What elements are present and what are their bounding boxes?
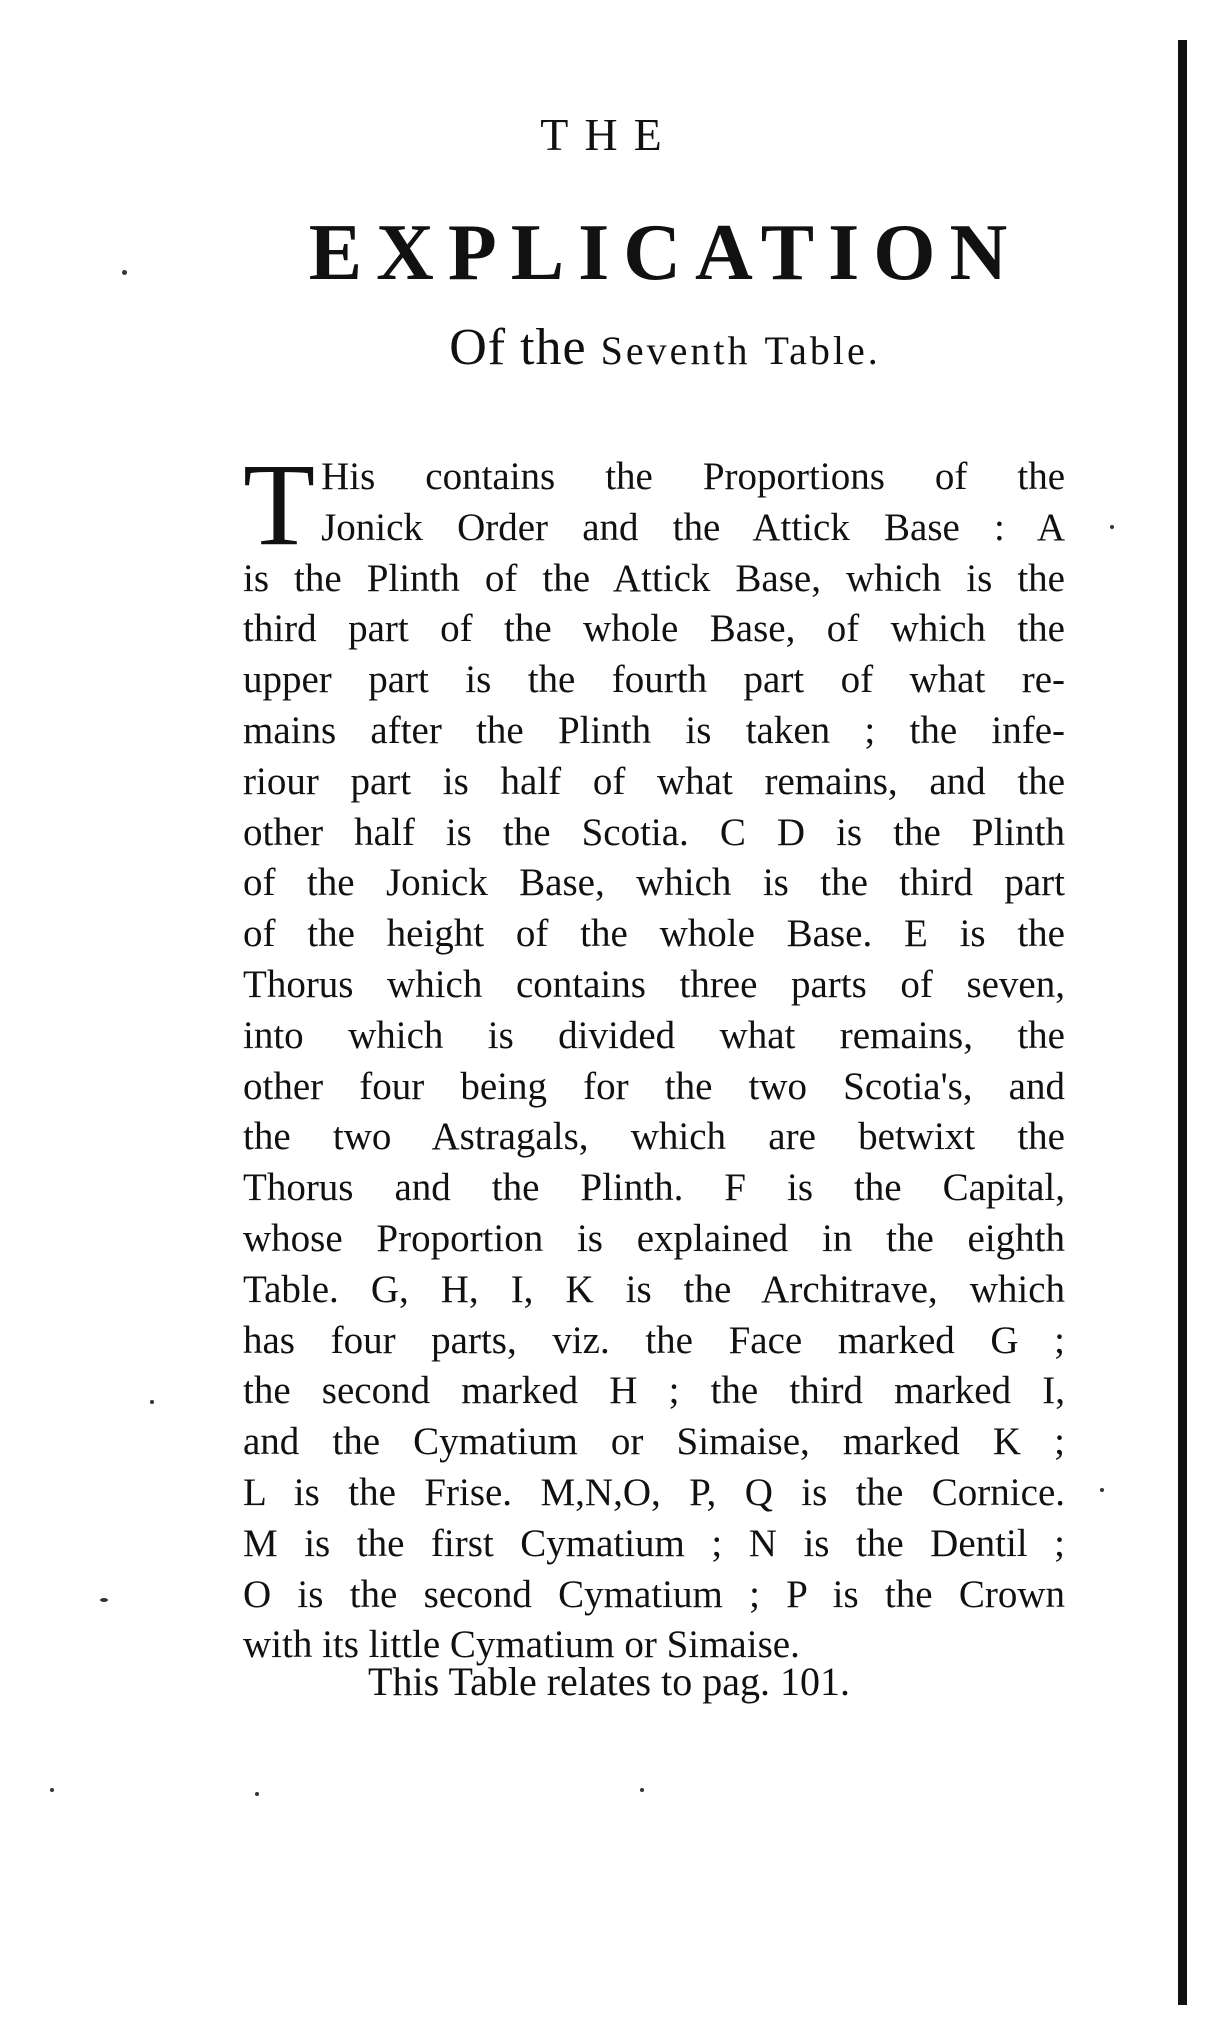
- scan-speck: [50, 1788, 54, 1792]
- subtitle-word-table: Table.: [764, 328, 881, 373]
- text-line: His contains the Proportions of the: [321, 455, 1065, 498]
- text-line: Table. G, H, I, K is the Architrave, which: [243, 1267, 1065, 1311]
- text-line: O is the second Cymatium ; P is the Crown: [243, 1572, 1065, 1616]
- text-line: Thorus and the Plinth. F is the Capital,: [243, 1166, 1065, 1210]
- text-line: whose Proportion is explained in the eighth: [243, 1216, 1065, 1260]
- text-line: Thorus which contains three parts of seven,: [243, 962, 1065, 1006]
- table-reference: This Table relates to pag. 101.: [368, 1659, 850, 1704]
- scan-speck: [122, 270, 127, 275]
- text-line: third part of the whole Base, of which the: [243, 607, 1065, 651]
- text-line: and the Cymatium or Simaise, marked K ;: [243, 1420, 1065, 1464]
- text-line: the two Astragals, which are betwixt the: [243, 1115, 1065, 1159]
- text-line: has four parts, viz. the Face marked G ;: [243, 1318, 1065, 1362]
- text-line: other half is the Scotia. C D is the Plinth: [243, 810, 1065, 854]
- text-line: mains after the Plinth is taken ; the infe-: [243, 708, 1065, 752]
- page-subtitle: [285, 318, 1045, 377]
- text-line: Jonick Order and the Attick Base : A: [321, 505, 1065, 549]
- text-line-last: with its little Cymatium or Simaise.: [243, 1623, 800, 1667]
- text-line: into which is divided what remains, the: [243, 1013, 1065, 1057]
- page-edge-rule: [1178, 40, 1187, 2005]
- body-paragraph: [243, 439, 1065, 1671]
- scan-speck: [150, 1400, 154, 1404]
- scan-speck: [1100, 1488, 1104, 1492]
- subtitle-prefix: Of the: [449, 319, 587, 376]
- drop-cap: T: [243, 439, 316, 570]
- text-line: of the Jonick Base, which is the third part: [243, 861, 1065, 905]
- page-title: EXPLICATION: [308, 209, 1022, 297]
- text-line: other four being for the two Scotia's, and: [243, 1064, 1065, 1108]
- scan-speck: [1110, 525, 1114, 529]
- text-line: riour part is half of what remains, and the: [243, 759, 1065, 803]
- text-line: of the height of the whole Base. E is the: [243, 912, 1065, 956]
- text-line: is the Plinth of the Attick Base, which is the: [243, 556, 1065, 600]
- scan-speck: [640, 1788, 644, 1792]
- scan-speck: [100, 1598, 108, 1602]
- scan-speck: [255, 1792, 259, 1796]
- text-line: the second marked H ; the third marked I,: [243, 1369, 1065, 1413]
- text-line: M is the first Cymatium ; N is the Dentil ;: [243, 1521, 1065, 1565]
- text-line: L is the Frise. M,N,O, P, Q is the Cornice.: [243, 1470, 1065, 1514]
- text-line: upper part is the fourth part of what re-: [243, 658, 1065, 702]
- subtitle-word-seventh: Seventh: [600, 328, 751, 373]
- heading-the: THE: [540, 109, 678, 160]
